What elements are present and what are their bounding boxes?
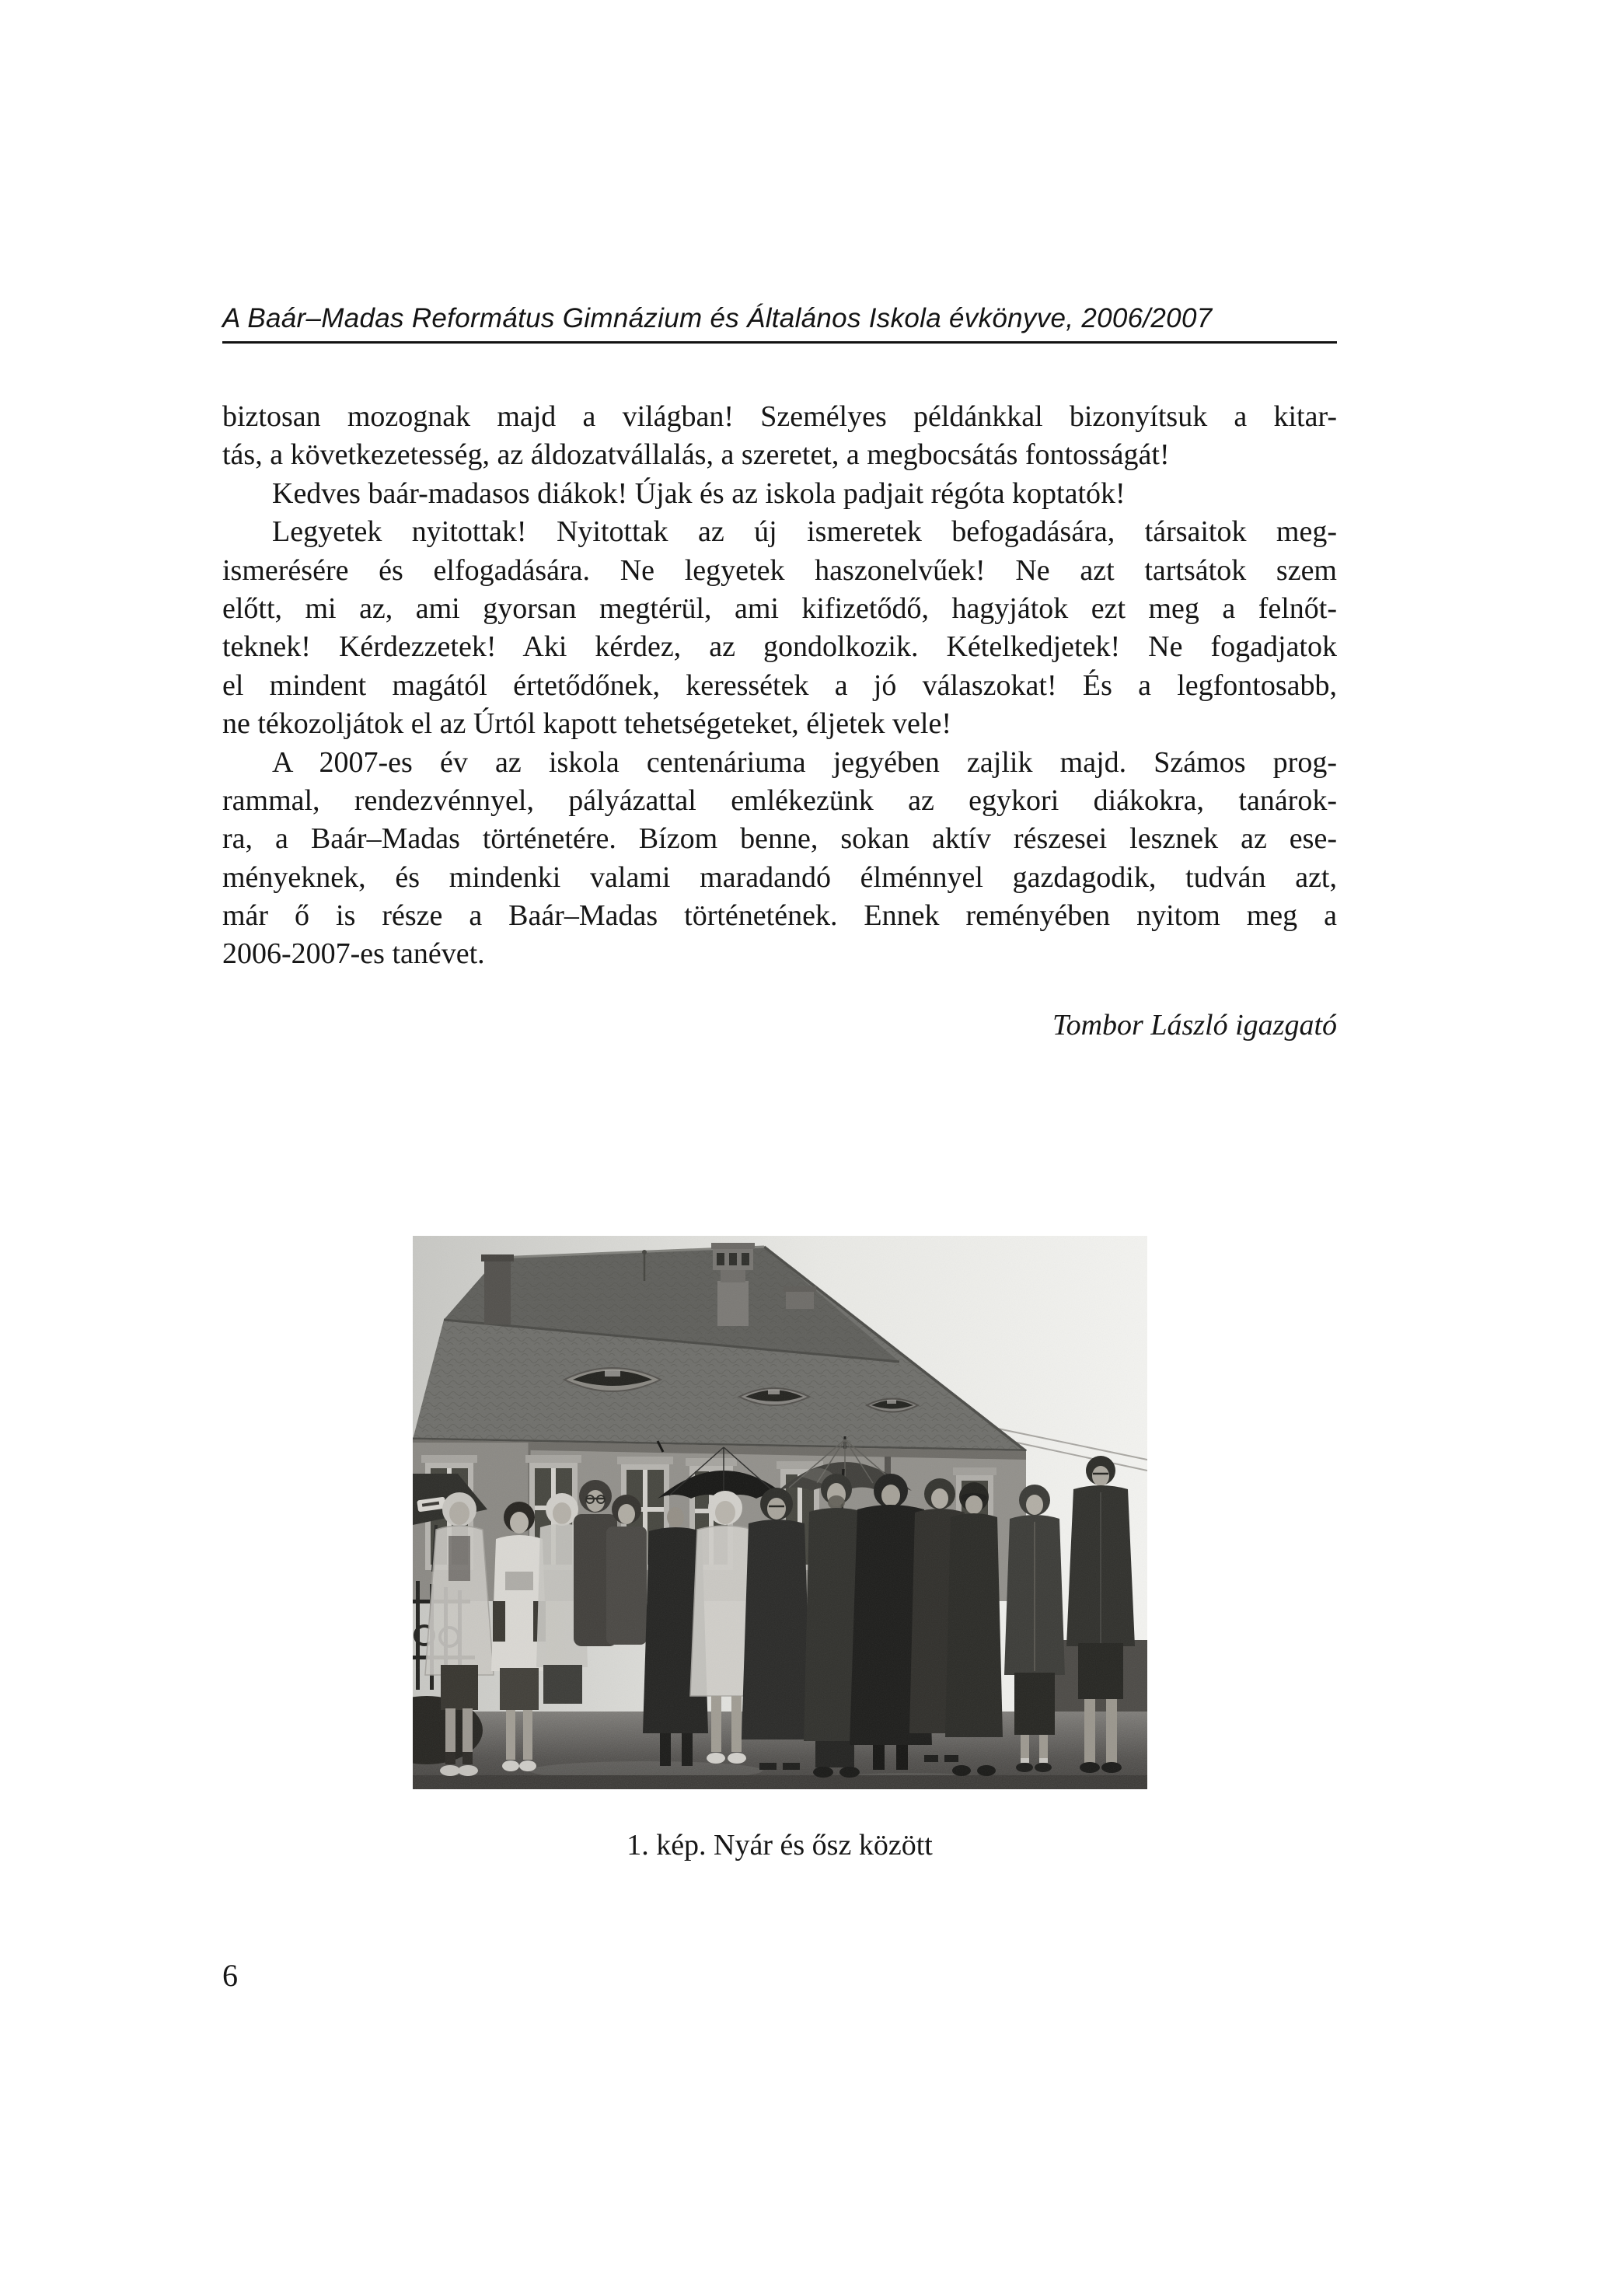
body-line: Legyetek nyitottak! Nyitottak az új ismeretek befogadására, társaitok meg- xyxy=(272,515,1337,549)
body-line: rammal, rendezvénnyel, pályázattal emlékezünk az egykori diákokra, tanárok- xyxy=(222,783,1337,817)
body-text xyxy=(222,398,1337,974)
signature: Tombor László igazgató xyxy=(1052,1009,1337,1042)
body-line: biztosan mozognak majd a világban! Személyes példánkkal bizonyítsuk a kitar- xyxy=(222,400,1337,433)
running-header: A Baár–Madas Református Gimnázium és Általános Iskola évkönyve, 2006/2007 xyxy=(222,303,1213,333)
body-line: ra, a Baár–Madas történetére. Bízom benne, sokan aktív részesei lesznek az ese- xyxy=(222,822,1337,856)
body-line: ményeknek, és mindenki valami maradandó élménnyel gazdagodik, tudván azt, xyxy=(222,860,1337,894)
body-line: A 2007-es év az iskola centenáriuma jegyében zajlik majd. Számos prog- xyxy=(272,745,1337,779)
body-line: teknek! Kérdezzetek! Aki kérdez, az gondolkozik. Kételkedjetek! Ne fogadjatok xyxy=(222,630,1337,664)
body-line: Kedves baár-madasos diákok! Újak és az iskola padjait régóta koptatók! xyxy=(272,476,1126,510)
body-line: tás, a következetesség, az áldozatvállalás, a szeretet, a megbocsátás fontosságát! xyxy=(222,438,1170,472)
body-line: már ő is része a Baár–Madas történetének. Ennek reményében nyitom meg a xyxy=(222,899,1337,933)
header-rule xyxy=(222,341,1337,344)
photo-caption: 1. kép. Nyár és ősz között xyxy=(627,1829,933,1862)
group-photo-illustration xyxy=(413,1236,1147,1789)
body-line: 2006-2007-es tanévet. xyxy=(222,937,485,971)
page-number: 6 xyxy=(222,1958,238,1993)
body-line: el mindent magától értetődőnek, keressétek a jó válaszokat! És a legfontosabb, xyxy=(222,668,1337,702)
body-line: előtt, mi az, ami gyorsan megtérül, ami kifizetődő, hagyjátok ezt meg a felnőt- xyxy=(222,591,1337,625)
body-line: ismerésére és elfogadására. Ne legyetek haszonelvűek! Ne azt tartsátok szem xyxy=(222,553,1337,587)
group-photo xyxy=(413,1236,1147,1789)
film-grain xyxy=(413,1236,1147,1789)
body-line: ne tékozoljátok el az Úrtól kapott tehetségeteket, éljetek vele! xyxy=(222,707,951,741)
